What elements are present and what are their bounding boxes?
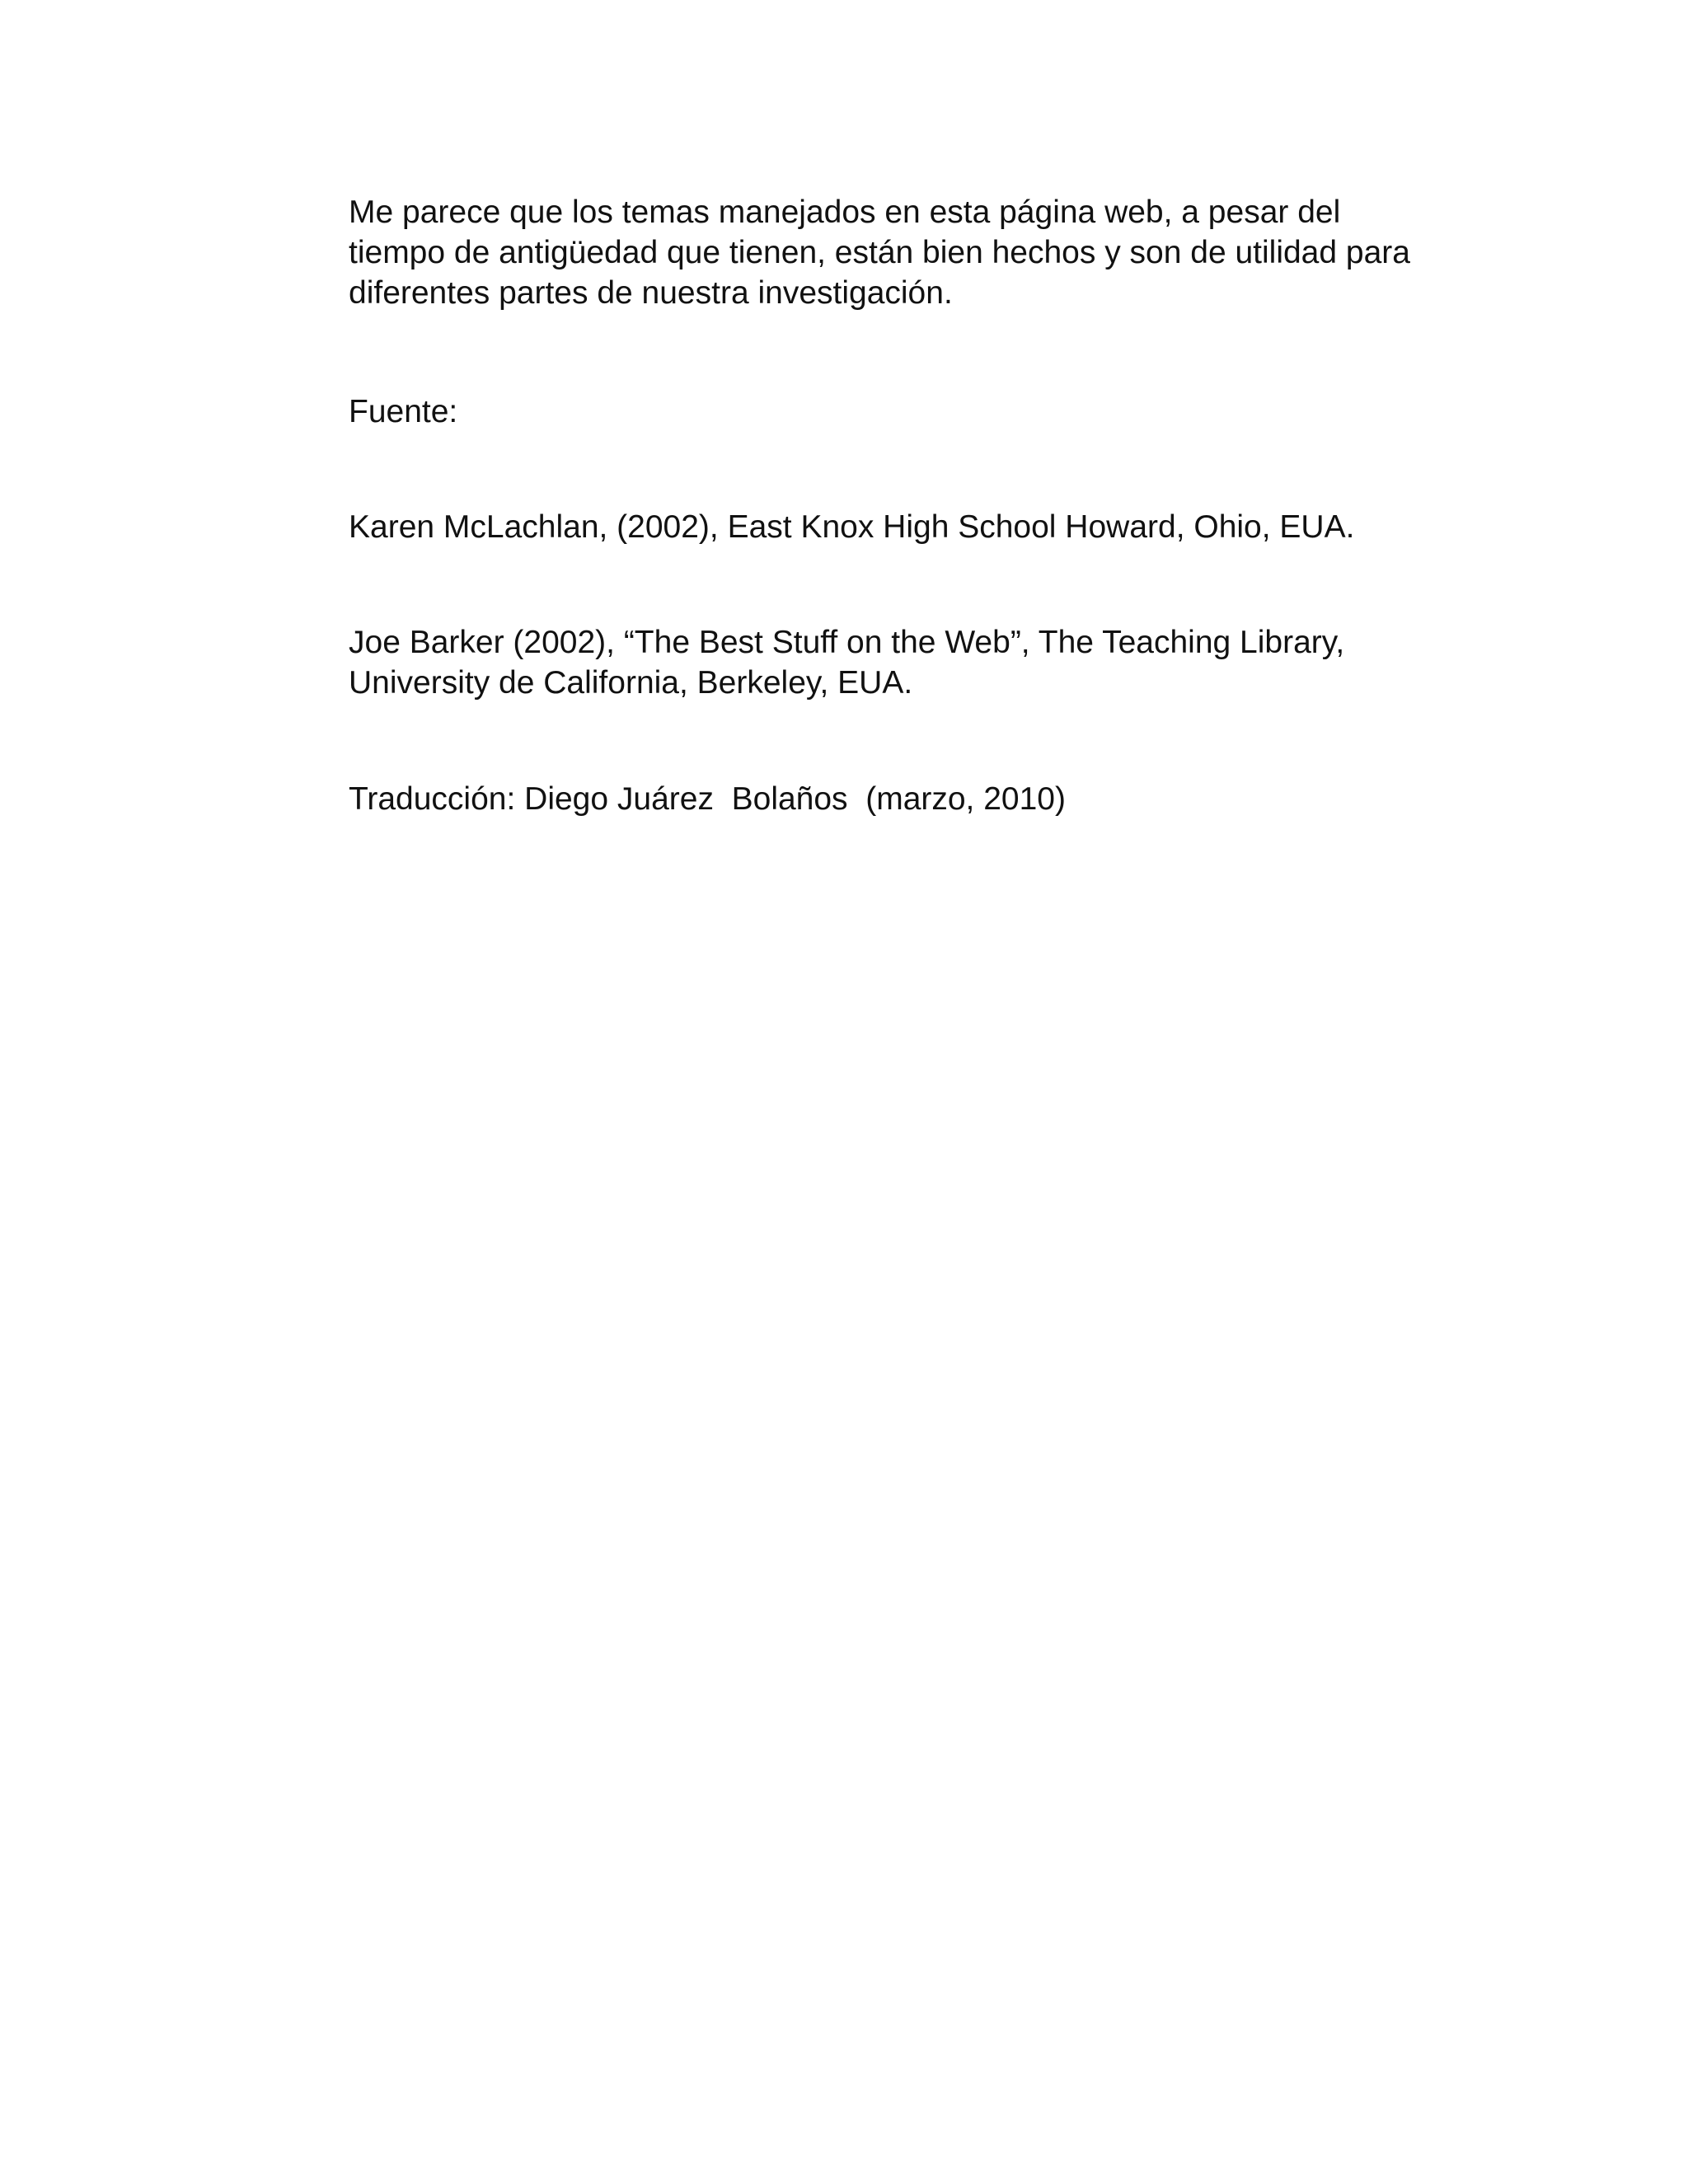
source-label: Fuente:	[349, 394, 458, 429]
reference-mclachlan: Karen McLachlan, (2002), East Knox High School Howard, Ohio, EUA.	[349, 509, 1355, 545]
translation-credit: Traducción: Diego Juárez Bolaños (marzo, 2010)	[349, 781, 1066, 817]
opinion-paragraph	[349, 192, 1486, 313]
reference-barker	[349, 622, 1486, 703]
paragraph-line: diferentes partes de nuestra investigación.	[349, 275, 953, 311]
paragraph-line: tiempo de antigüedad que tienen, están bien hechos y son de utilidad para	[349, 235, 1410, 270]
reference-line: Joe Barker (2002), “The Best Stuff on the Web”, The Teaching Library,	[349, 625, 1345, 660]
paragraph-line: Me parece que los temas manejados en esta página web, a pesar del	[349, 194, 1341, 230]
reference-line: University de California, Berkeley, EUA.	[349, 665, 913, 701]
